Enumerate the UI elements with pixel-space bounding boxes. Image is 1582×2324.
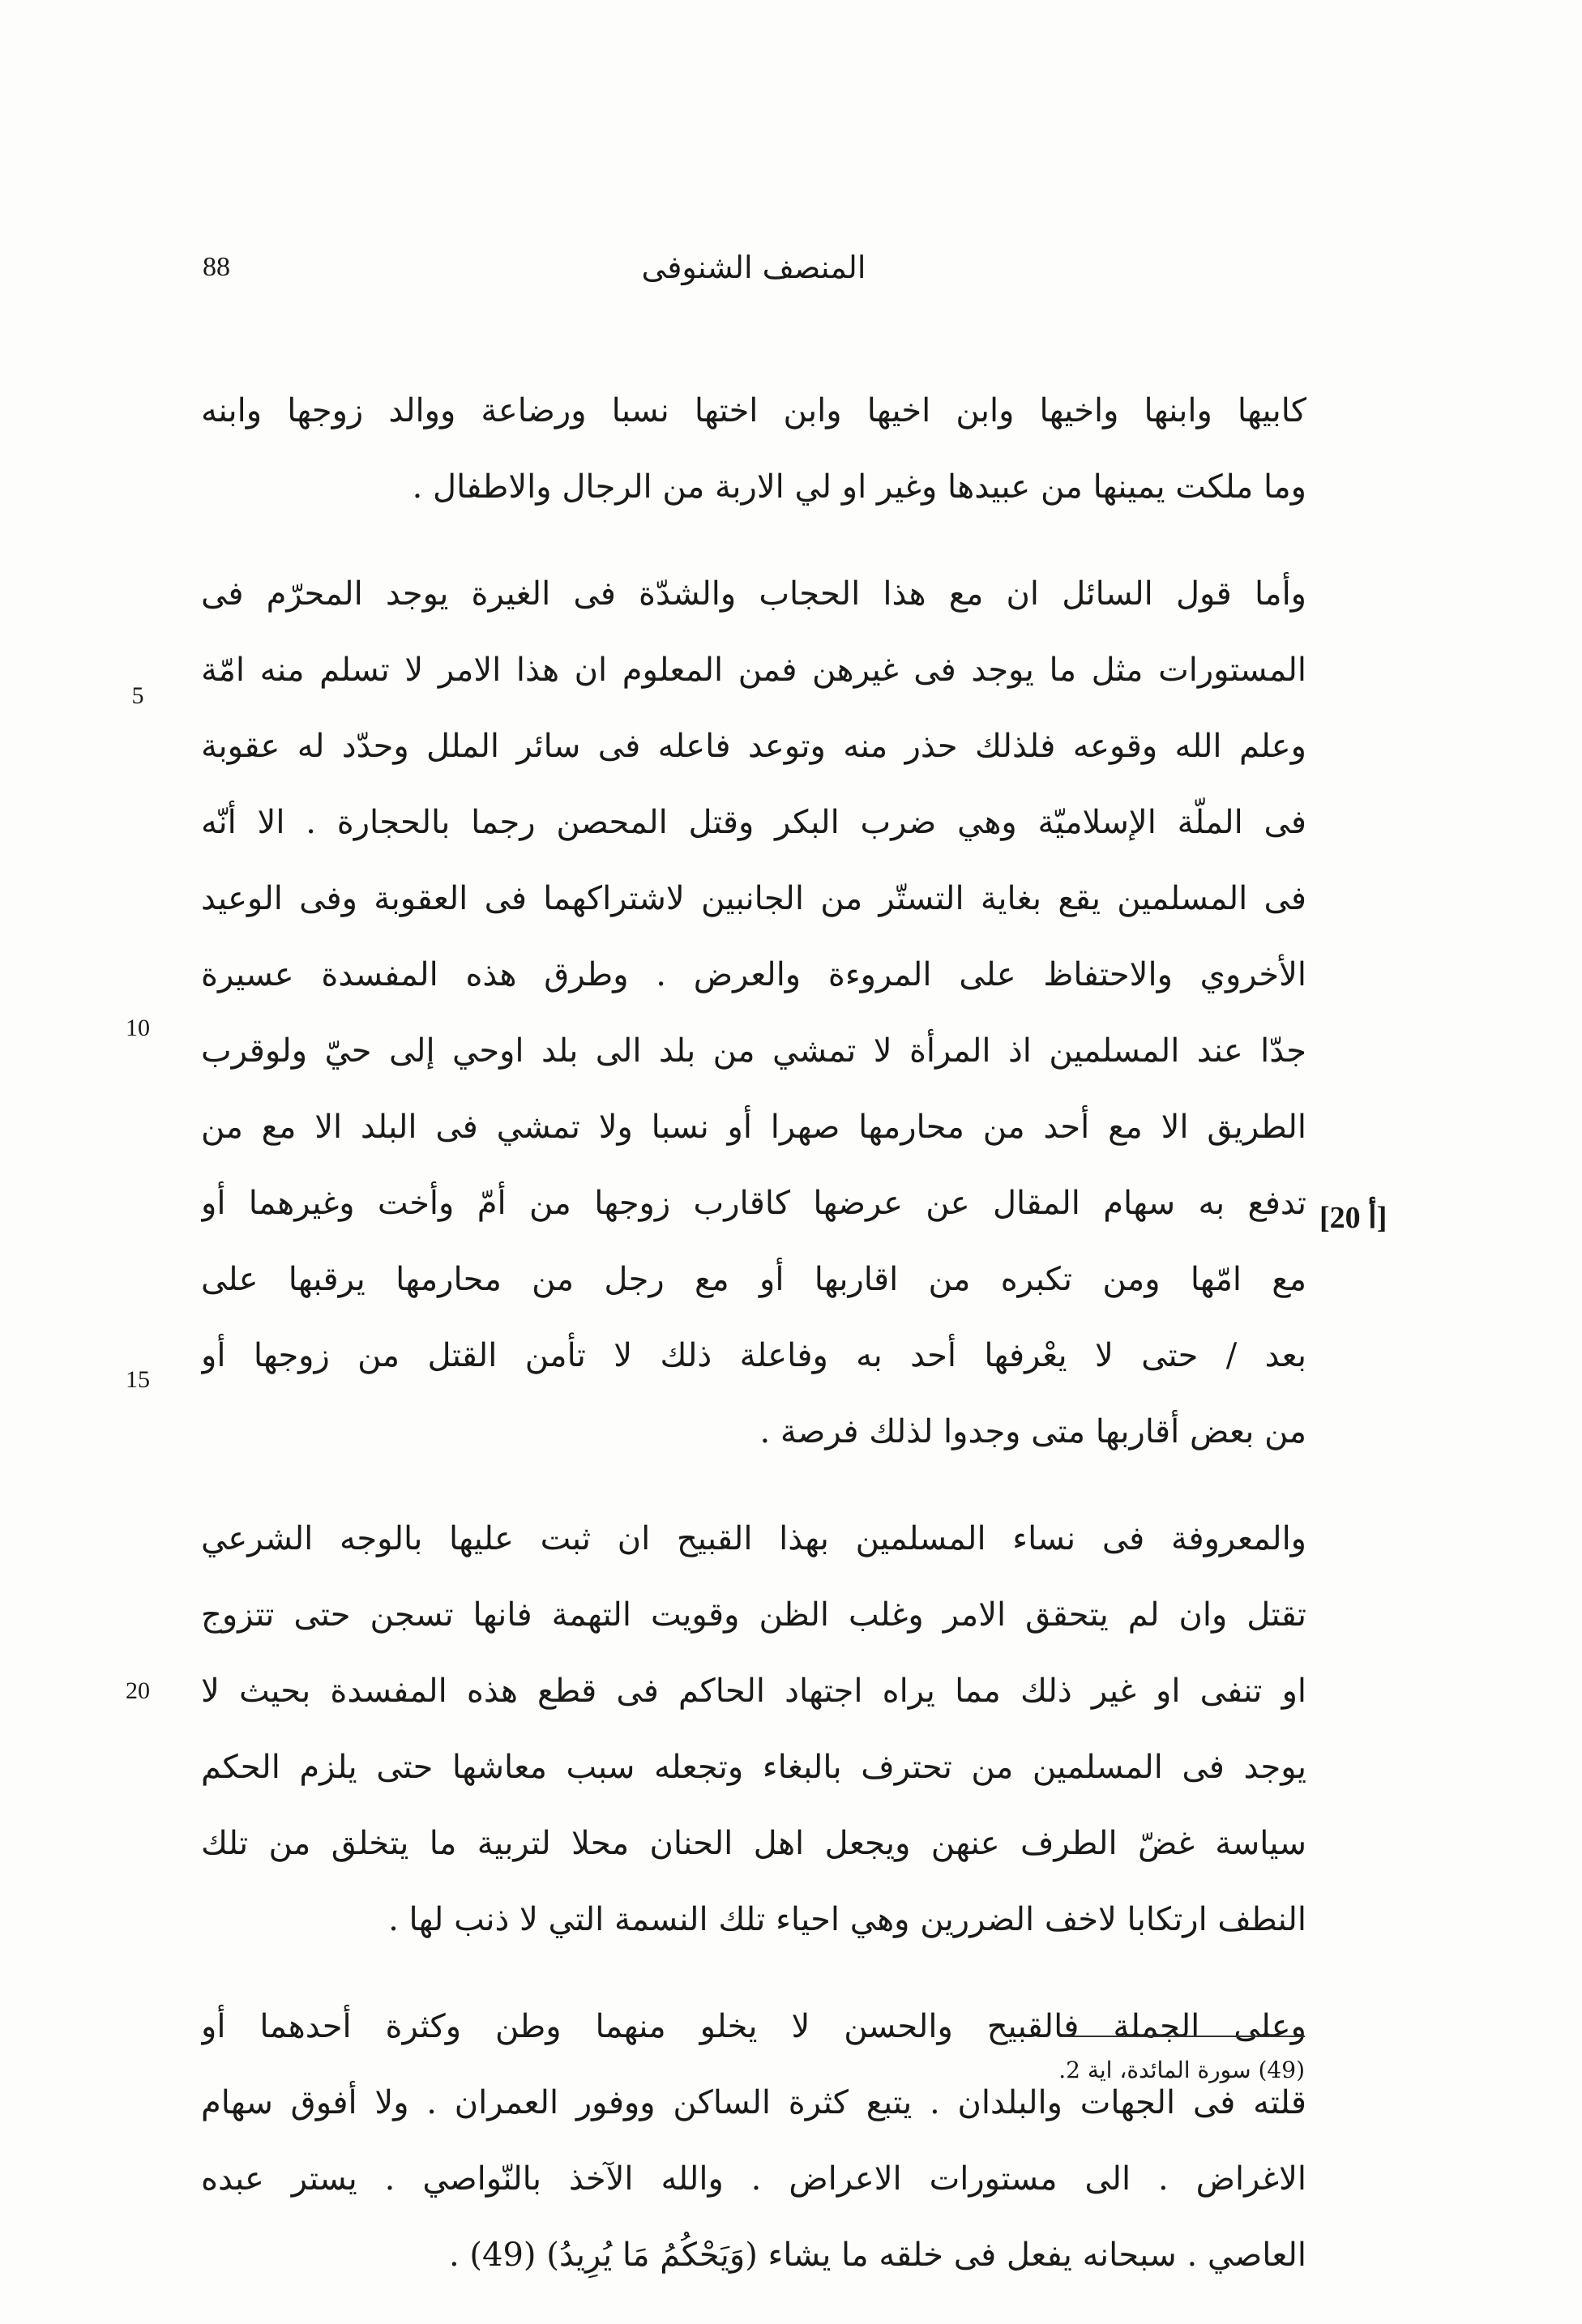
line-number-5: 5	[131, 682, 144, 709]
line-number-10: 10	[126, 1015, 150, 1041]
text-line: من بعض أقاربها متى وجدوا لذلك فرصة .	[759, 1413, 1306, 1450]
paragraph-1	[201, 373, 1306, 525]
folio-marker: [20 أ]	[1319, 1201, 1387, 1235]
text-line: جدّا عند المسلمين اذ المرأة لا تمشي من بلد الى بلد اوحي إلى حيّ ولوقرب	[201, 1032, 1306, 1070]
text-line: وأما قول السائل ان مع هذا الحجاب والشدّة فى الغيرة يوجد المحرّم فى	[201, 575, 1306, 613]
text-line: وعلم الله وقوعه فلذلك حذر منه وتوعد فاعله فى سائر الملل وحدّد له عقوبة	[201, 728, 1306, 765]
footnote-divider	[1062, 2036, 1305, 2037]
text-line: الطريق الا مع أحد من محارمها صهرا أو نسبا ولا تمشي فى البلد الا مع من	[201, 1109, 1306, 1146]
text-line: الاغراض . الى مستورات الاعراض . والله الآخذ بالنّواصي . يستر عبده	[201, 2160, 1306, 2198]
footnote: (49) سورة المائدة، اية 2.	[1058, 2057, 1305, 2083]
text-line: او تنفى او غير ذلك مما يراه اجتهاد الحاكم فى قطع هذه المفسدة بحيث لا	[201, 1673, 1306, 1710]
line-number-15: 15	[126, 1366, 150, 1393]
text-line: كابيها وابنها واخيها وابن اخيها وابن اختها نسبا ورضاعة ووالد زوجها وابنه	[201, 392, 1306, 429]
paragraph-3	[201, 1501, 1306, 1958]
text-line: سياسة غضّ الطرف عنهن ويجعل اهل الحنان محلا لتربية ما يتخلق من تلك	[201, 1825, 1306, 1862]
text-line: تدفع به سهام المقال عن عرضها كاقارب زوجها من أمّ وأخت وغيرهما أو	[201, 1185, 1306, 1222]
text-line: الأخروي والاحتفاظ على المروءة والعرض . وطرق هذه المفسدة عسيرة	[201, 956, 1306, 993]
text-line: النطف ارتكابا لاخف الضررين وهي احياء تلك النسمة التي لا ذنب لها .	[388, 1901, 1306, 1938]
running-title: المنصف الشنوفى	[641, 250, 866, 285]
text-line: العاصي . سبحانه يفعل فى خلقه ما يشاء (وَيَحْكُمُ مَا يُرِيدُ) (49) .	[448, 2236, 1306, 2274]
text-line: يوجد فى المسلمين من تحترف بالبغاء وتجعله سبب معاشها حتى يلزم الحكم	[201, 1749, 1306, 1786]
main-text	[201, 373, 1306, 2324]
text-line: تقتل وان لم يتحقق الامر وغلب الظن وقويت التهمة فانها تسجن حتى تتزوج	[201, 1596, 1306, 1634]
text-line: والمعروفة فى نساء المسلمين بهذا القبيح ان ثبت عليها بالوجه الشرعي	[201, 1520, 1306, 1557]
line-number-20: 20	[126, 1677, 150, 1704]
text-line: وعلى الجملة فالقبيح والحسن لا يخلو منهما وطن وكثرة أحدهما أو	[201, 2008, 1306, 2045]
page-number: 88	[203, 252, 230, 282]
text-line: فى الملّة الإسلاميّة وهي ضرب البكر وقتل المحصن رجما بالحجارة . الا أنّه	[201, 804, 1306, 841]
paragraph-4	[201, 1989, 1306, 2293]
paragraph-2	[201, 556, 1306, 1470]
text-line: بعد / حتى لا يعْرفها أحد به وفاعلة ذلك لا تأمن القتل من زوجها أو	[201, 1337, 1306, 1374]
text-line: فى المسلمين يقع بغاية التستّر من الجانبين لاشتراكهما فى العقوبة وفى الوعيد	[201, 880, 1306, 917]
text-line: مع امّها ومن تكبره من اقاربها أو مع رجل من محارمها يرقبها على	[201, 1261, 1306, 1298]
text-line: قلته فى الجهات والبلدان . يتبع كثرة الساكن ووفور العمران . ولا أفوق سهام	[201, 2084, 1306, 2121]
page-header	[203, 243, 1305, 292]
text-line: المستورات مثل ما يوجد فى غيرهن فمن المعلوم ان هذا الامر لا تسلم منه امّة	[201, 651, 1306, 689]
text-line: وما ملكت يمينها من عبيدها وغير او لي الاربة من الرجال والاطفال .	[412, 468, 1306, 506]
